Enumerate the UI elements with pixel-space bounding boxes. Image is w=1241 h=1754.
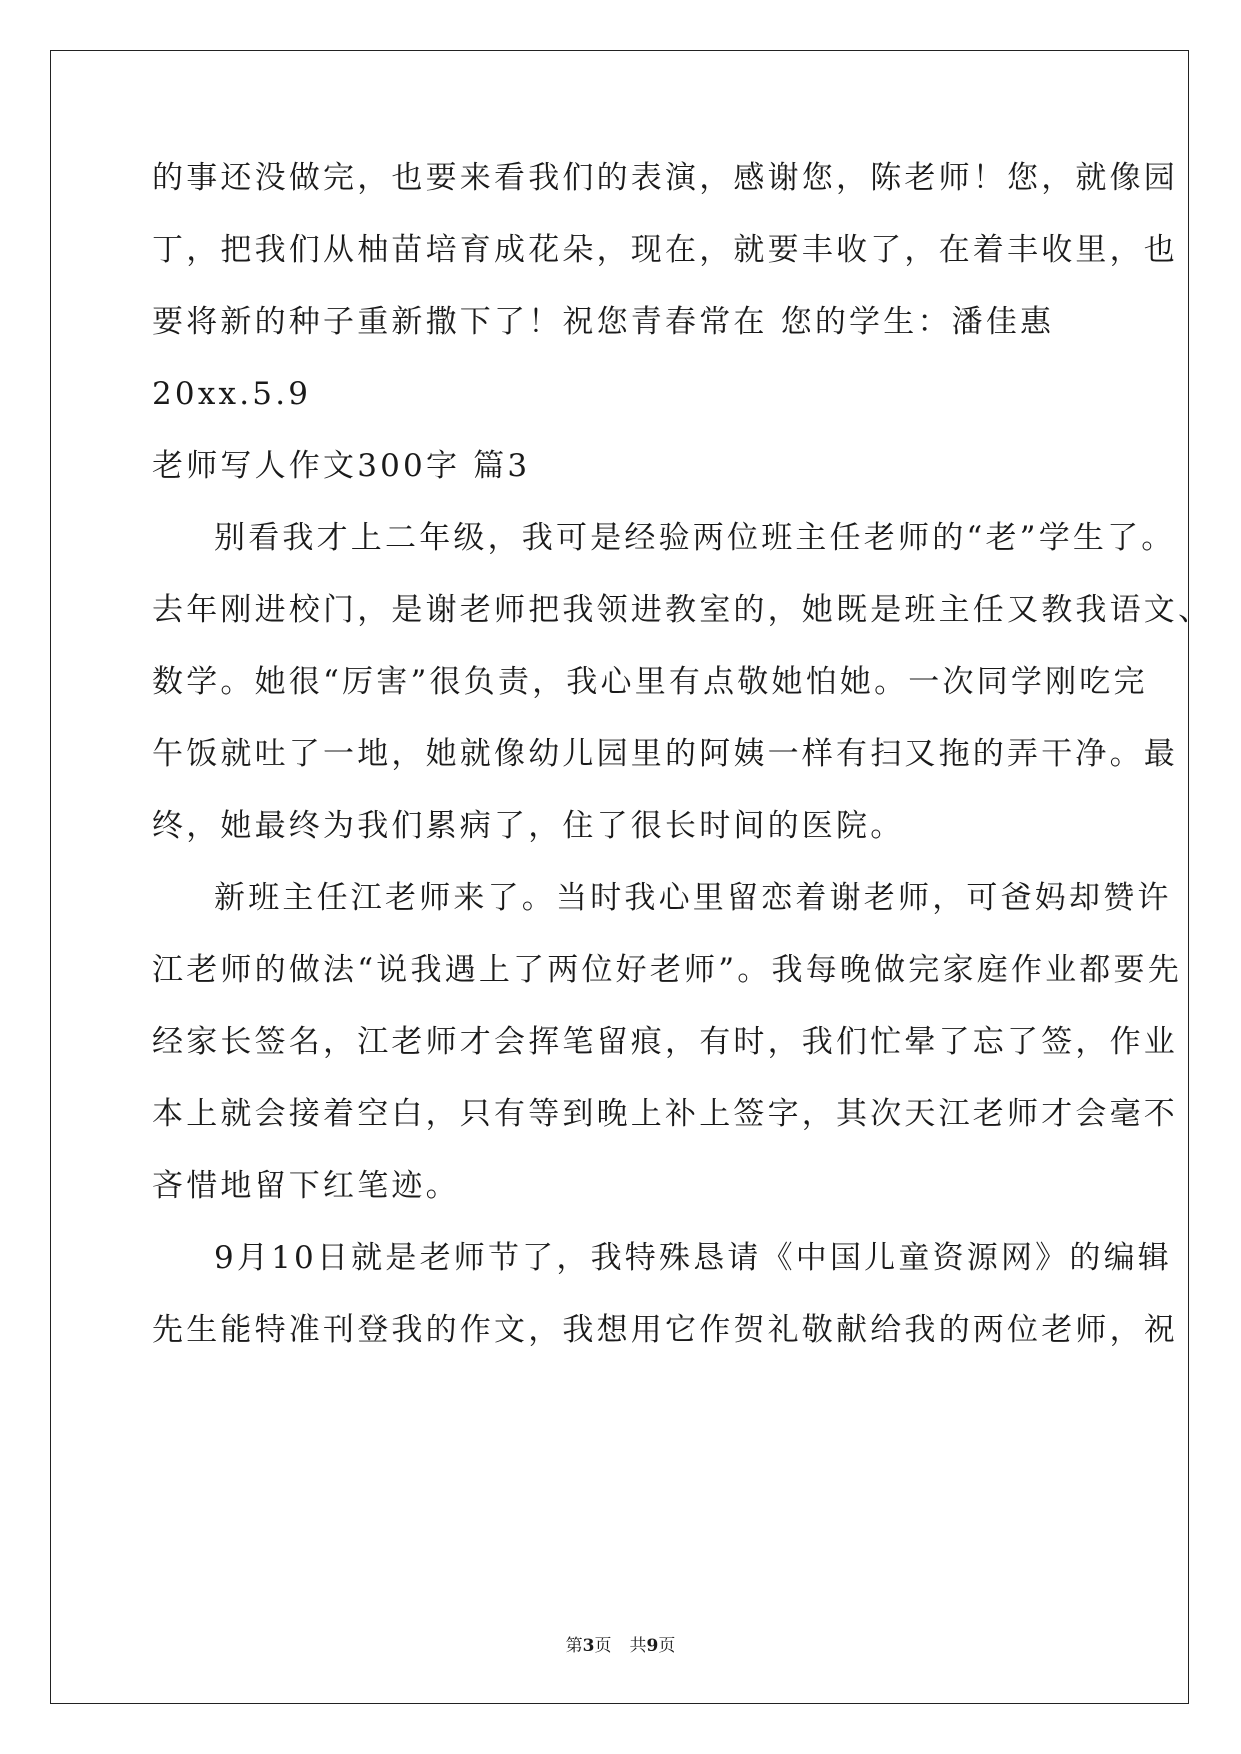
paragraph-line: 9月10日就是老师节了，我特殊恳请《中国儿童资源网》的编辑 bbox=[214, 1240, 1172, 1276]
paragraph-line: 本上就会接着空白，只有等到晚上补上签字，其次天江老师才会毫不 bbox=[152, 1096, 1178, 1132]
paragraph-line: 的事还没做完，也要来看我们的表演，感谢您，陈老师！您，就像园 bbox=[152, 160, 1178, 196]
page-prefix: 第 bbox=[565, 1636, 583, 1656]
total-prefix: 共 bbox=[629, 1636, 647, 1656]
page-border bbox=[50, 50, 1189, 1704]
page-unit: 页 bbox=[594, 1636, 612, 1656]
date-line: 20xx.5.9 bbox=[152, 376, 312, 412]
paragraph-line: 午饭就吐了一地，她就像幼儿园里的阿姨一样有扫又拖的弄干净。最 bbox=[152, 736, 1178, 772]
paragraph-line: 丁，把我们从柚苗培育成花朵，现在，就要丰收了，在着丰收里，也 bbox=[152, 232, 1178, 268]
page-number: 3 bbox=[582, 1636, 595, 1656]
paragraph-line: 先生能特准刊登我的作文，我想用它作贺礼敬献给我的两位老师，祝 bbox=[152, 1312, 1178, 1348]
section-heading: 老师写人作文300字 篇3 bbox=[152, 448, 531, 484]
paragraph-line: 吝惜地留下红笔迹。 bbox=[152, 1168, 460, 1204]
paragraph-line: 要将新的种子重新撒下了！祝您青春常在 您的学生：潘佳惠 bbox=[152, 304, 1055, 340]
paragraph-line: 别看我才上二年级，我可是经验两位班主任老师的“老”学生了。 bbox=[214, 520, 1176, 556]
paragraph-line: 去年刚进校门，是谢老师把我领进教室的，她既是班主任又教我语文、 bbox=[152, 592, 1213, 628]
paragraph-line: 终，她最终为我们累病了，住了很长时间的医院。 bbox=[152, 808, 905, 844]
paragraph-line: 经家长签名，江老师才会挥笔留痕，有时，我们忙晕了忘了签，作业 bbox=[152, 1024, 1178, 1060]
paragraph-line: 数学。她很“厉害”很负责，我心里有点敬她怕她。一次同学刚吃完 bbox=[152, 664, 1148, 700]
paragraph-line: 江老师的做法“说我遇上了两位好老师”。我每晚做完家庭作业都要先 bbox=[152, 952, 1182, 988]
paragraph-line: 新班主任江老师来了。当时我心里留恋着谢老师，可爸妈却赞许 bbox=[214, 880, 1172, 916]
page-footer bbox=[0, 1635, 1241, 1657]
page-total: 9 bbox=[646, 1636, 659, 1656]
total-unit: 页 bbox=[658, 1636, 676, 1656]
